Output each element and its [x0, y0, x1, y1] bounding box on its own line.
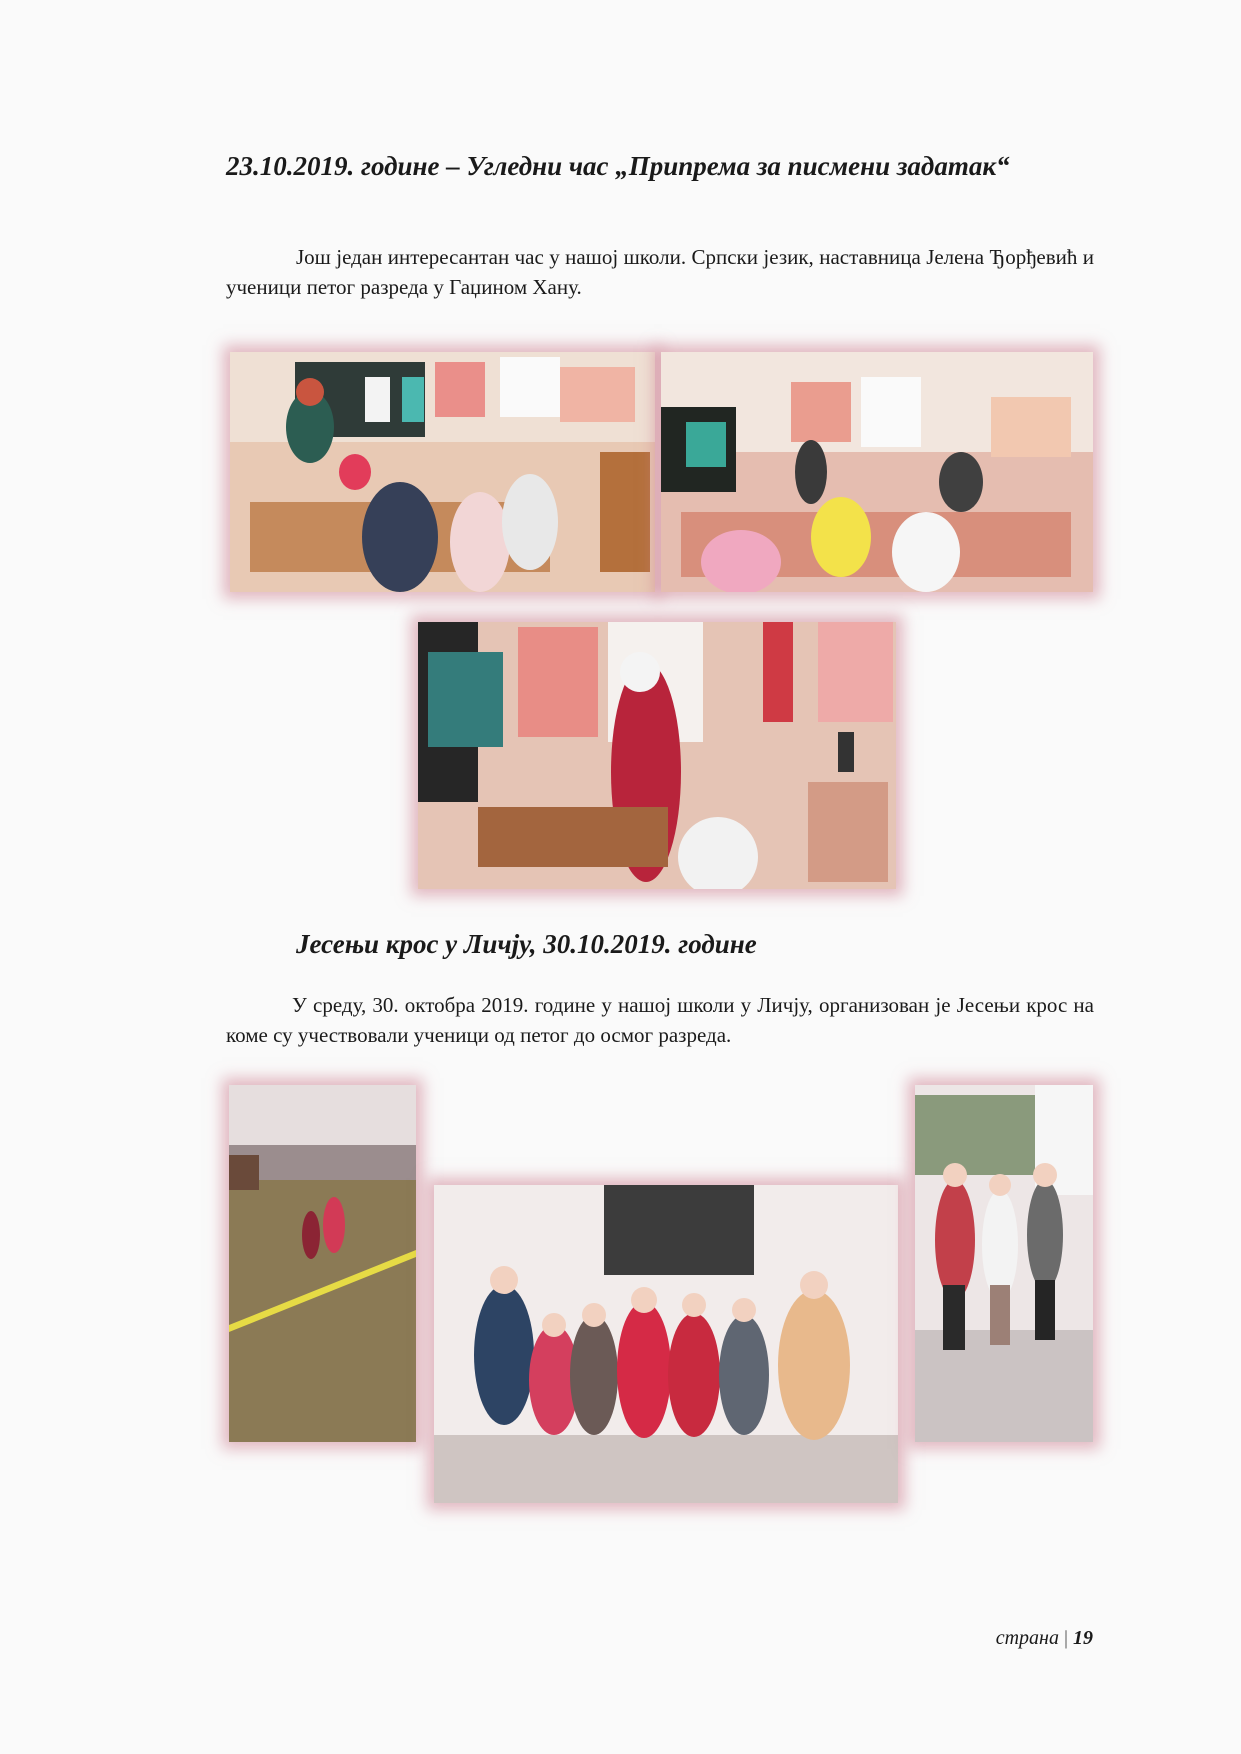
- section2-heading: Јесењи крос у Личју, 30.10.2019. године: [296, 929, 757, 959]
- cross-country-group-photo: [434, 1185, 898, 1503]
- classroom-photo-3: [418, 622, 896, 889]
- section1-heading: 23.10.2019. године – Угледни час „Припрема за писмени задатак“: [226, 151, 1010, 181]
- page-footer: страна | 19: [995, 1627, 1093, 1649]
- section1-paragraph: Још један интересантан час у нашој школи. Српски језик, наставница Јелена Ђорђевић и ученици петог разреда у Гаџином Хану.: [226, 245, 1094, 299]
- cross-country-winners-photo: [915, 1085, 1093, 1442]
- classroom-photo-2: [661, 352, 1093, 592]
- section2-paragraph: У среду, 30. октобра 2019. године у нашој школи у Личју, организован је Јесењи крос на коме су учествовали ученици од петог до осмог разреда.: [226, 993, 1094, 1047]
- cross-country-field-photo: [229, 1085, 416, 1442]
- classroom-photo-1: [230, 352, 655, 592]
- page-number: 19: [1073, 1627, 1093, 1649]
- page-label: страна: [995, 1627, 1059, 1649]
